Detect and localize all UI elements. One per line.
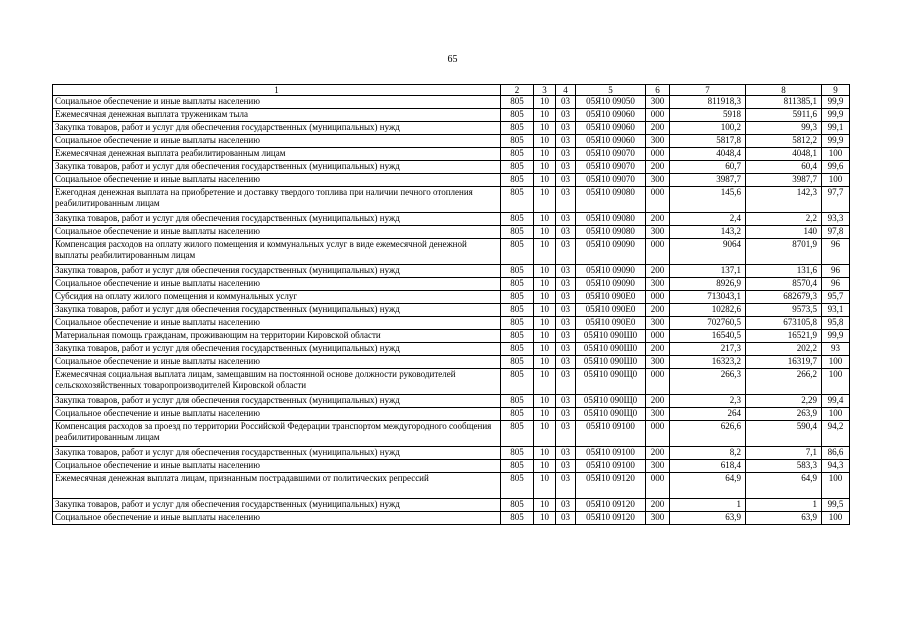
- table-row: [53, 499, 850, 512]
- ministry-code-cell: 805: [501, 369, 534, 395]
- actual-amount-cell: 2,29: [746, 395, 822, 408]
- column-header: 4: [556, 85, 576, 96]
- expense-name-cell: Социальное обеспечение и иные выплаты населению: [53, 408, 501, 421]
- expense-type-cell: 200: [646, 161, 670, 174]
- section-code-cell: 10: [534, 343, 556, 356]
- percent-cell: 100: [822, 356, 850, 369]
- actual-amount-cell: 583,3: [746, 460, 822, 473]
- expense-type-cell: 200: [646, 499, 670, 512]
- table-row: [53, 317, 850, 330]
- section-code-cell: 10: [534, 356, 556, 369]
- planned-amount-cell: 137,1: [670, 265, 746, 278]
- column-header: 9: [822, 85, 850, 96]
- expense-type-cell: 200: [646, 122, 670, 135]
- subsection-code-cell: 03: [556, 148, 576, 161]
- actual-amount-cell: 263,9: [746, 408, 822, 421]
- section-code-cell: 10: [534, 161, 556, 174]
- target-item-cell: 05Я10 09090: [576, 278, 646, 291]
- ministry-code-cell: 805: [501, 317, 534, 330]
- ministry-code-cell: 805: [501, 408, 534, 421]
- percent-cell: 93,3: [822, 213, 850, 226]
- ministry-code-cell: 805: [501, 265, 534, 278]
- actual-amount-cell: 673105,8: [746, 317, 822, 330]
- planned-amount-cell: 5817,8: [670, 135, 746, 148]
- ministry-code-cell: 805: [501, 213, 534, 226]
- ministry-code-cell: 805: [501, 395, 534, 408]
- expense-type-cell: 000: [646, 109, 670, 122]
- subsection-code-cell: 03: [556, 96, 576, 109]
- table-row: [53, 278, 850, 291]
- expense-name-cell: Ежемесячная денежная выплата реабилитированным лицам: [53, 148, 501, 161]
- percent-cell: 99,9: [822, 96, 850, 109]
- expense-name-cell: Социальное обеспечение и иные выплаты населению: [53, 512, 501, 525]
- planned-amount-cell: 143,2: [670, 226, 746, 239]
- target-item-cell: 05Я10 09070: [576, 148, 646, 161]
- actual-amount-cell: 2,2: [746, 213, 822, 226]
- expense-name-cell: Закупка товаров, работ и услуг для обеспечения государственных (муниципальных) нужд: [53, 213, 501, 226]
- planned-amount-cell: 4048,4: [670, 148, 746, 161]
- subsection-code-cell: 03: [556, 369, 576, 395]
- section-code-cell: 10: [534, 369, 556, 395]
- expense-name-cell: Социальное обеспечение и иные выплаты населению: [53, 174, 501, 187]
- expense-type-cell: 300: [646, 174, 670, 187]
- expense-type-cell: 200: [646, 265, 670, 278]
- planned-amount-cell: 10282,6: [670, 304, 746, 317]
- subsection-code-cell: 03: [556, 278, 576, 291]
- target-item-cell: 05Я10 090Щ0: [576, 395, 646, 408]
- actual-amount-cell: 16319,7: [746, 356, 822, 369]
- section-code-cell: 10: [534, 122, 556, 135]
- target-item-cell: 05Я10 09100: [576, 447, 646, 460]
- actual-amount-cell: 1: [746, 499, 822, 512]
- target-item-cell: 05Я10 09090: [576, 265, 646, 278]
- actual-amount-cell: 590,4: [746, 421, 822, 447]
- percent-cell: 96: [822, 265, 850, 278]
- planned-amount-cell: 16540,5: [670, 330, 746, 343]
- subsection-code-cell: 03: [556, 291, 576, 304]
- ministry-code-cell: 805: [501, 96, 534, 109]
- table-row: [53, 122, 850, 135]
- expense-name-cell: Компенсация расходов на оплату жилого помещения и коммунальных услуг в виде ежемесячной денежной выплаты реабилитированным лицам: [53, 239, 501, 265]
- planned-amount-cell: 266,3: [670, 369, 746, 395]
- section-code-cell: 10: [534, 213, 556, 226]
- section-code-cell: 10: [534, 447, 556, 460]
- table-row: [53, 135, 850, 148]
- target-item-cell: 05Я10 090Е0: [576, 317, 646, 330]
- table-row: [53, 447, 850, 460]
- subsection-code-cell: 03: [556, 239, 576, 265]
- ministry-code-cell: 805: [501, 512, 534, 525]
- ministry-code-cell: 805: [501, 304, 534, 317]
- planned-amount-cell: 8,2: [670, 447, 746, 460]
- expense-name-cell: Ежемесячная социальная выплата лицам, замещавшим на постоянной основе должности руководителей сельскохозяйственных товаропроизводителей Кировской области: [53, 369, 501, 395]
- expense-name-cell: Закупка товаров, работ и услуг для обеспечения государственных (муниципальных) нужд: [53, 304, 501, 317]
- column-header: 1: [53, 85, 501, 96]
- actual-amount-cell: 8701,9: [746, 239, 822, 265]
- actual-amount-cell: 3987,7: [746, 174, 822, 187]
- expense-type-cell: 300: [646, 96, 670, 109]
- planned-amount-cell: 5918: [670, 109, 746, 122]
- page-number: 65: [447, 54, 458, 65]
- table-row: [53, 265, 850, 278]
- percent-cell: 94,2: [822, 421, 850, 447]
- percent-cell: 100: [822, 148, 850, 161]
- subsection-code-cell: 03: [556, 122, 576, 135]
- ministry-code-cell: 805: [501, 447, 534, 460]
- target-item-cell: 05Я10 09120: [576, 499, 646, 512]
- expense-name-cell: Закупка товаров, работ и услуг для обеспечения государственных (муниципальных) нужд: [53, 447, 501, 460]
- percent-cell: 95,7: [822, 291, 850, 304]
- expense-name-cell: Социальное обеспечение и иные выплаты населению: [53, 317, 501, 330]
- percent-cell: 99,5: [822, 499, 850, 512]
- actual-amount-cell: 99,3: [746, 122, 822, 135]
- actual-amount-cell: 5911,6: [746, 109, 822, 122]
- subsection-code-cell: 03: [556, 174, 576, 187]
- ministry-code-cell: 805: [501, 239, 534, 265]
- percent-cell: 93,1: [822, 304, 850, 317]
- budget-table: [52, 84, 850, 525]
- table-row: [53, 213, 850, 226]
- percent-cell: 97,8: [822, 226, 850, 239]
- actual-amount-cell: 202,2: [746, 343, 822, 356]
- planned-amount-cell: 626,6: [670, 421, 746, 447]
- ministry-code-cell: 805: [501, 174, 534, 187]
- ministry-code-cell: 805: [501, 330, 534, 343]
- planned-amount-cell: 1: [670, 499, 746, 512]
- subsection-code-cell: 03: [556, 421, 576, 447]
- subsection-code-cell: 03: [556, 135, 576, 148]
- subsection-code-cell: 03: [556, 395, 576, 408]
- subsection-code-cell: 03: [556, 447, 576, 460]
- percent-cell: 100: [822, 512, 850, 525]
- expense-name-cell: Социальное обеспечение и иные выплаты населению: [53, 96, 501, 109]
- table-body: [53, 96, 850, 525]
- table-row: [53, 369, 850, 395]
- expense-type-cell: 000: [646, 330, 670, 343]
- expense-name-cell: Социальное обеспечение и иные выплаты населению: [53, 460, 501, 473]
- planned-amount-cell: 713043,1: [670, 291, 746, 304]
- column-header: 3: [534, 85, 556, 96]
- table-row: [53, 343, 850, 356]
- ministry-code-cell: 805: [501, 421, 534, 447]
- actual-amount-cell: 64,9: [746, 473, 822, 499]
- percent-cell: 100: [822, 473, 850, 499]
- table-row: [53, 96, 850, 109]
- planned-amount-cell: 16323,2: [670, 356, 746, 369]
- ministry-code-cell: 805: [501, 135, 534, 148]
- percent-cell: 99,6: [822, 161, 850, 174]
- planned-amount-cell: 811918,3: [670, 96, 746, 109]
- section-code-cell: 10: [534, 499, 556, 512]
- target-item-cell: 05Я10 09090: [576, 239, 646, 265]
- target-item-cell: 05Я10 090Щ0: [576, 408, 646, 421]
- ministry-code-cell: 805: [501, 161, 534, 174]
- planned-amount-cell: 618,4: [670, 460, 746, 473]
- expense-type-cell: 300: [646, 408, 670, 421]
- expense-type-cell: 200: [646, 447, 670, 460]
- expense-name-cell: Ежемесячная денежная выплата лицам, признанным пострадавшими от политических репрессий: [53, 473, 501, 499]
- target-item-cell: 05Я10 09070: [576, 174, 646, 187]
- percent-cell: 100: [822, 174, 850, 187]
- planned-amount-cell: 264: [670, 408, 746, 421]
- table-row: [53, 161, 850, 174]
- table-row: [53, 226, 850, 239]
- expense-name-cell: Закупка товаров, работ и услуг для обеспечения государственных (муниципальных) нужд: [53, 343, 501, 356]
- subsection-code-cell: 03: [556, 343, 576, 356]
- percent-cell: 99,9: [822, 330, 850, 343]
- section-code-cell: 10: [534, 187, 556, 213]
- target-item-cell: 05Я10 09100: [576, 460, 646, 473]
- target-item-cell: 05Я10 09060: [576, 122, 646, 135]
- planned-amount-cell: 702760,5: [670, 317, 746, 330]
- subsection-code-cell: 03: [556, 265, 576, 278]
- ministry-code-cell: 805: [501, 226, 534, 239]
- section-code-cell: 10: [534, 395, 556, 408]
- planned-amount-cell: 60,7: [670, 161, 746, 174]
- expense-type-cell: 200: [646, 343, 670, 356]
- expense-name-cell: Материальная помощь гражданам, проживающим на территории Кировской области: [53, 330, 501, 343]
- ministry-code-cell: 805: [501, 109, 534, 122]
- table-row: [53, 148, 850, 161]
- table-row: [53, 421, 850, 447]
- section-code-cell: 10: [534, 109, 556, 122]
- subsection-code-cell: 03: [556, 304, 576, 317]
- ministry-code-cell: 805: [501, 343, 534, 356]
- planned-amount-cell: 8926,9: [670, 278, 746, 291]
- planned-amount-cell: 64,9: [670, 473, 746, 499]
- section-code-cell: 10: [534, 512, 556, 525]
- planned-amount-cell: 3987,7: [670, 174, 746, 187]
- expense-type-cell: 300: [646, 512, 670, 525]
- percent-cell: 99,1: [822, 122, 850, 135]
- section-code-cell: 10: [534, 135, 556, 148]
- ministry-code-cell: 805: [501, 460, 534, 473]
- actual-amount-cell: 4048,1: [746, 148, 822, 161]
- table-row: [53, 330, 850, 343]
- section-code-cell: 10: [534, 304, 556, 317]
- expense-type-cell: 200: [646, 395, 670, 408]
- subsection-code-cell: 03: [556, 330, 576, 343]
- target-item-cell: 05Я10 09080: [576, 226, 646, 239]
- percent-cell: 93: [822, 343, 850, 356]
- section-code-cell: 10: [534, 265, 556, 278]
- ministry-code-cell: 805: [501, 473, 534, 499]
- actual-amount-cell: 811385,1: [746, 96, 822, 109]
- actual-amount-cell: 142,3: [746, 187, 822, 213]
- target-item-cell: 05Я10 090Ш0: [576, 330, 646, 343]
- ministry-code-cell: 805: [501, 291, 534, 304]
- subsection-code-cell: 03: [556, 161, 576, 174]
- target-item-cell: 05Я10 090Е0: [576, 291, 646, 304]
- target-item-cell: 05Я10 09060: [576, 109, 646, 122]
- expense-name-cell: Социальное обеспечение и иные выплаты населению: [53, 226, 501, 239]
- percent-cell: 95,8: [822, 317, 850, 330]
- subsection-code-cell: 03: [556, 473, 576, 499]
- subsection-code-cell: 03: [556, 317, 576, 330]
- percent-cell: 94,3: [822, 460, 850, 473]
- subsection-code-cell: 03: [556, 187, 576, 213]
- actual-amount-cell: 7,1: [746, 447, 822, 460]
- percent-cell: 99,4: [822, 395, 850, 408]
- section-code-cell: 10: [534, 473, 556, 499]
- expense-name-cell: Ежемесячная денежная выплата труженикам тыла: [53, 109, 501, 122]
- expense-type-cell: 000: [646, 473, 670, 499]
- planned-amount-cell: 63,9: [670, 512, 746, 525]
- actual-amount-cell: 5812,2: [746, 135, 822, 148]
- percent-cell: 96: [822, 239, 850, 265]
- table-row: [53, 239, 850, 265]
- table-row: [53, 187, 850, 213]
- expense-type-cell: 200: [646, 213, 670, 226]
- expense-name-cell: Закупка товаров, работ и услуг для обеспечения государственных (муниципальных) нужд: [53, 161, 501, 174]
- subsection-code-cell: 03: [556, 408, 576, 421]
- section-code-cell: 10: [534, 330, 556, 343]
- expense-type-cell: 000: [646, 421, 670, 447]
- target-item-cell: 05Я10 090Щ0: [576, 369, 646, 395]
- target-item-cell: 05Я10 09120: [576, 473, 646, 499]
- planned-amount-cell: 100,2: [670, 122, 746, 135]
- target-item-cell: 05Я10 09120: [576, 512, 646, 525]
- percent-cell: 97,7: [822, 187, 850, 213]
- actual-amount-cell: 60,4: [746, 161, 822, 174]
- expense-name-cell: Социальное обеспечение и иные выплаты населению: [53, 356, 501, 369]
- expense-name-cell: Социальное обеспечение и иные выплаты населению: [53, 278, 501, 291]
- actual-amount-cell: 16521,9: [746, 330, 822, 343]
- expense-type-cell: 300: [646, 356, 670, 369]
- expense-type-cell: 300: [646, 135, 670, 148]
- expense-type-cell: 000: [646, 148, 670, 161]
- subsection-code-cell: 03: [556, 460, 576, 473]
- actual-amount-cell: 131,6: [746, 265, 822, 278]
- table-row: [53, 408, 850, 421]
- target-item-cell: 05Я10 09060: [576, 135, 646, 148]
- expense-name-cell: Закупка товаров, работ и услуг для обеспечения государственных (муниципальных) нужд: [53, 499, 501, 512]
- section-code-cell: 10: [534, 291, 556, 304]
- planned-amount-cell: 9064: [670, 239, 746, 265]
- table-row: [53, 174, 850, 187]
- planned-amount-cell: 145,6: [670, 187, 746, 213]
- header-row: [53, 85, 850, 96]
- table-row: [53, 512, 850, 525]
- actual-amount-cell: 9573,5: [746, 304, 822, 317]
- target-item-cell: 05Я10 09100: [576, 421, 646, 447]
- planned-amount-cell: 217,3: [670, 343, 746, 356]
- ministry-code-cell: 805: [501, 278, 534, 291]
- actual-amount-cell: 140: [746, 226, 822, 239]
- expense-type-cell: 200: [646, 304, 670, 317]
- percent-cell: 100: [822, 408, 850, 421]
- column-header: 2: [501, 85, 534, 96]
- subsection-code-cell: 03: [556, 226, 576, 239]
- table-row: [53, 356, 850, 369]
- target-item-cell: 05Я10 090Е0: [576, 304, 646, 317]
- section-code-cell: 10: [534, 278, 556, 291]
- ministry-code-cell: 805: [501, 122, 534, 135]
- column-header: 5: [576, 85, 646, 96]
- planned-amount-cell: 2,4: [670, 213, 746, 226]
- percent-cell: 100: [822, 369, 850, 395]
- ministry-code-cell: 805: [501, 356, 534, 369]
- target-item-cell: 05Я10 09050: [576, 96, 646, 109]
- expense-type-cell: 300: [646, 317, 670, 330]
- expense-type-cell: 300: [646, 226, 670, 239]
- ministry-code-cell: 805: [501, 148, 534, 161]
- subsection-code-cell: 03: [556, 213, 576, 226]
- expense-type-cell: 000: [646, 239, 670, 265]
- section-code-cell: 10: [534, 317, 556, 330]
- column-header: 8: [746, 85, 822, 96]
- expense-name-cell: Закупка товаров, работ и услуг для обеспечения государственных (муниципальных) нужд: [53, 265, 501, 278]
- actual-amount-cell: 63,9: [746, 512, 822, 525]
- table-row: [53, 395, 850, 408]
- table-row: [53, 109, 850, 122]
- table-row: [53, 473, 850, 499]
- target-item-cell: 05Я10 090Ш0: [576, 356, 646, 369]
- expense-name-cell: Закупка товаров, работ и услуг для обеспечения государственных (муниципальных) нужд: [53, 395, 501, 408]
- section-code-cell: 10: [534, 408, 556, 421]
- section-code-cell: 10: [534, 460, 556, 473]
- section-code-cell: 10: [534, 239, 556, 265]
- expense-type-cell: 000: [646, 369, 670, 395]
- section-code-cell: 10: [534, 96, 556, 109]
- actual-amount-cell: 266,2: [746, 369, 822, 395]
- section-code-cell: 10: [534, 148, 556, 161]
- expense-type-cell: 000: [646, 187, 670, 213]
- section-code-cell: 10: [534, 226, 556, 239]
- expense-type-cell: 300: [646, 278, 670, 291]
- table-row: [53, 304, 850, 317]
- percent-cell: 99,9: [822, 135, 850, 148]
- subsection-code-cell: 03: [556, 109, 576, 122]
- expense-name-cell: Ежегодная денежная выплата на приобретение и доставку твердого топлива при наличии печного отопления реабилитированным лицам: [53, 187, 501, 213]
- subsection-code-cell: 03: [556, 499, 576, 512]
- ministry-code-cell: 805: [501, 187, 534, 213]
- target-item-cell: 05Я10 09070: [576, 161, 646, 174]
- subsection-code-cell: 03: [556, 512, 576, 525]
- expense-type-cell: 300: [646, 460, 670, 473]
- expense-name-cell: Компенсация расходов за проезд по территории Российской Федерации транспортом междугородного сообщения реабилитированным лицам: [53, 421, 501, 447]
- planned-amount-cell: 2,3: [670, 395, 746, 408]
- section-code-cell: 10: [534, 174, 556, 187]
- section-code-cell: 10: [534, 421, 556, 447]
- expense-name-cell: Закупка товаров, работ и услуг для обеспечения государственных (муниципальных) нужд: [53, 122, 501, 135]
- expense-name-cell: Субсидия на оплату жилого помещения и коммунальных услуг: [53, 291, 501, 304]
- percent-cell: 86,6: [822, 447, 850, 460]
- table-row: [53, 291, 850, 304]
- actual-amount-cell: 8570,4: [746, 278, 822, 291]
- expense-type-cell: 000: [646, 291, 670, 304]
- subsection-code-cell: 03: [556, 356, 576, 369]
- ministry-code-cell: 805: [501, 499, 534, 512]
- table-row: [53, 460, 850, 473]
- column-header: 7: [670, 85, 746, 96]
- actual-amount-cell: 682679,3: [746, 291, 822, 304]
- column-header: 6: [646, 85, 670, 96]
- percent-cell: 96: [822, 278, 850, 291]
- target-item-cell: 05Я10 090Ш0: [576, 343, 646, 356]
- percent-cell: 99,9: [822, 109, 850, 122]
- target-item-cell: 05Я10 09080: [576, 213, 646, 226]
- expense-name-cell: Социальное обеспечение и иные выплаты населению: [53, 135, 501, 148]
- target-item-cell: 05Я10 09080: [576, 187, 646, 213]
